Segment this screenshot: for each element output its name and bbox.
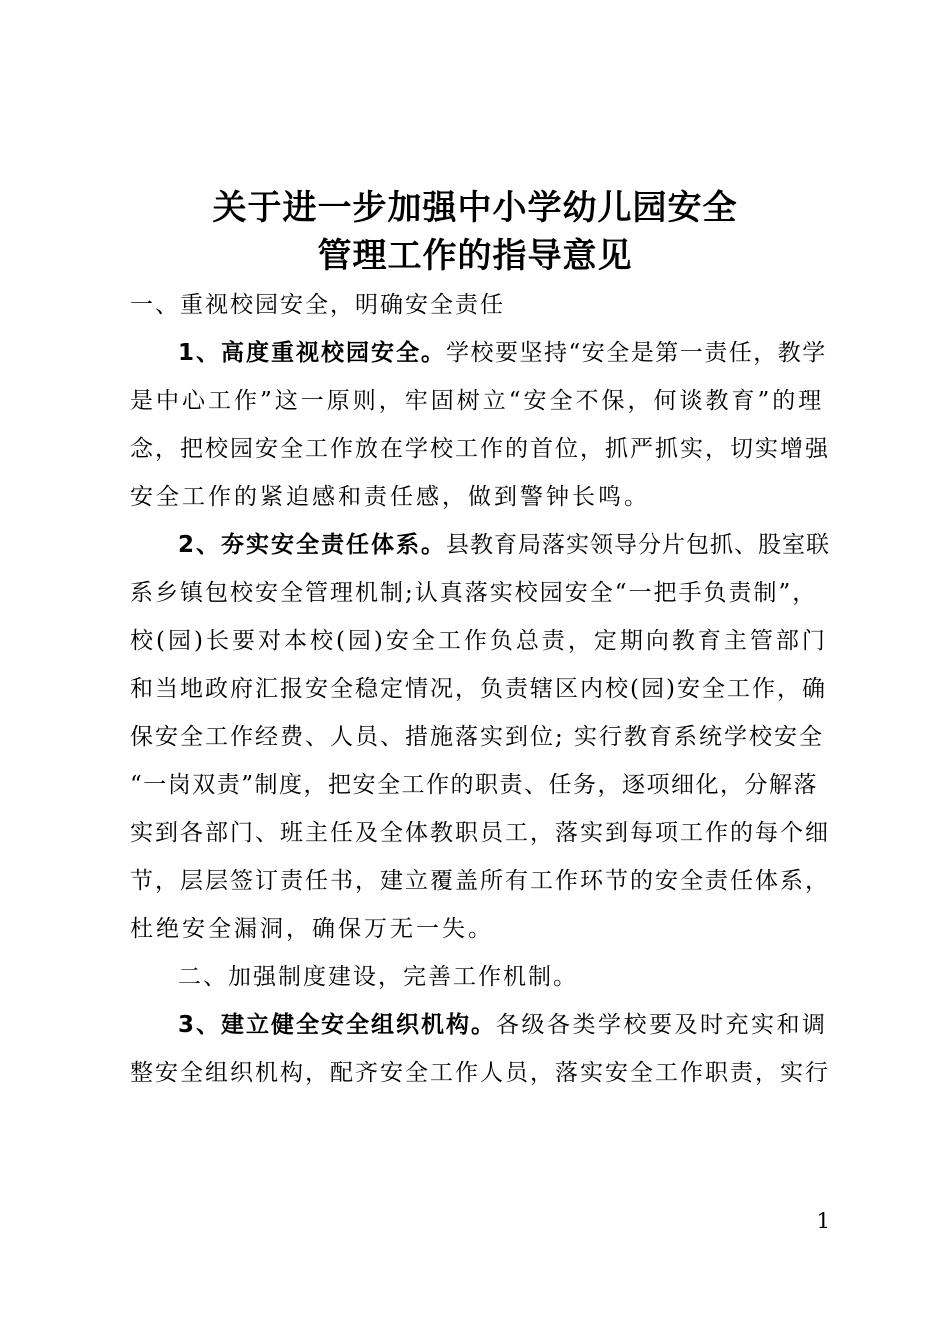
paragraph-2-line-6: “一岗双责”制度，把安全工作的职责、任务，逐项细化，分解落 <box>130 772 819 798</box>
paragraph-3-lead: 3、建立健全安全组织机构。 <box>178 1012 497 1038</box>
paragraph-2-line-4: 和当地政府汇报安全稳定情况，负责辖区内校(园)安全工作，确 <box>130 676 827 702</box>
paragraph-1-line-4: 安全工作的紧迫感和责任感，做到警钟长鸣。 <box>130 484 650 510</box>
paragraph-2-line-5: 保安全工作经费、人员、措施落实到位; 实行教育系统学校安全 <box>130 724 825 750</box>
paragraph-2-line-8: 节，层层签订责任书，建立覆盖所有工作环节的安全责任体系， <box>130 868 830 894</box>
paragraph-2-lead: 2、夯实安全责任体系。 <box>178 532 447 558</box>
paragraph-2-line-9: 杜绝安全漏洞，确保万无一失。 <box>130 916 494 942</box>
paragraph-1-line-1 <box>178 329 830 377</box>
paragraph-1-line-3: 念，把校园安全工作放在学校工作的首位，抓严抓实，切实增强 <box>130 436 830 462</box>
section-1-heading: 一、重视校园安全，明确安全责任 <box>130 292 505 318</box>
document-title-line-2: 管理工作的指导意见 <box>317 236 633 276</box>
paragraph-1-lead: 1、高度重视校园安全。 <box>178 340 447 366</box>
paragraph-2-line-7: 实到各部门、班主任及全体教职员工，落实到每项工作的每个细 <box>130 820 830 846</box>
section-2-heading: 二、加强制度建设，完善工作机制。 <box>178 964 578 990</box>
paragraph-1-text: 学校要坚持“安全是第一责任，教学 <box>446 340 827 366</box>
document-title-line-1: 关于进一步加强中小学幼儿园安全 <box>212 188 738 228</box>
page-number: 1 <box>816 1209 830 1233</box>
paragraph-3-line-1 <box>178 1001 830 1049</box>
paragraph-3-text: 各级各类学校要及时充实和调 <box>496 1012 828 1038</box>
paragraph-2-line-3: 校(园)长要对本校(园)安全工作负总责，定期向教育主管部门 <box>130 628 828 654</box>
paragraph-2-line-1 <box>178 521 830 569</box>
paragraph-2-line-2: 系乡镇包校安全管理机制;认真落实校园安全“一把手负责制”， <box>130 580 818 606</box>
paragraph-1-line-2: 是中心工作”这一原则，牢固树立“安全不保，何谈教育”的理 <box>130 388 825 414</box>
paragraph-2-text: 县教育局落实领导分片包抓、股室联 <box>446 532 831 558</box>
paragraph-3-line-2: 整安全组织机构，配齐安全工作人员，落实安全工作职责，实行 <box>130 1060 830 1086</box>
